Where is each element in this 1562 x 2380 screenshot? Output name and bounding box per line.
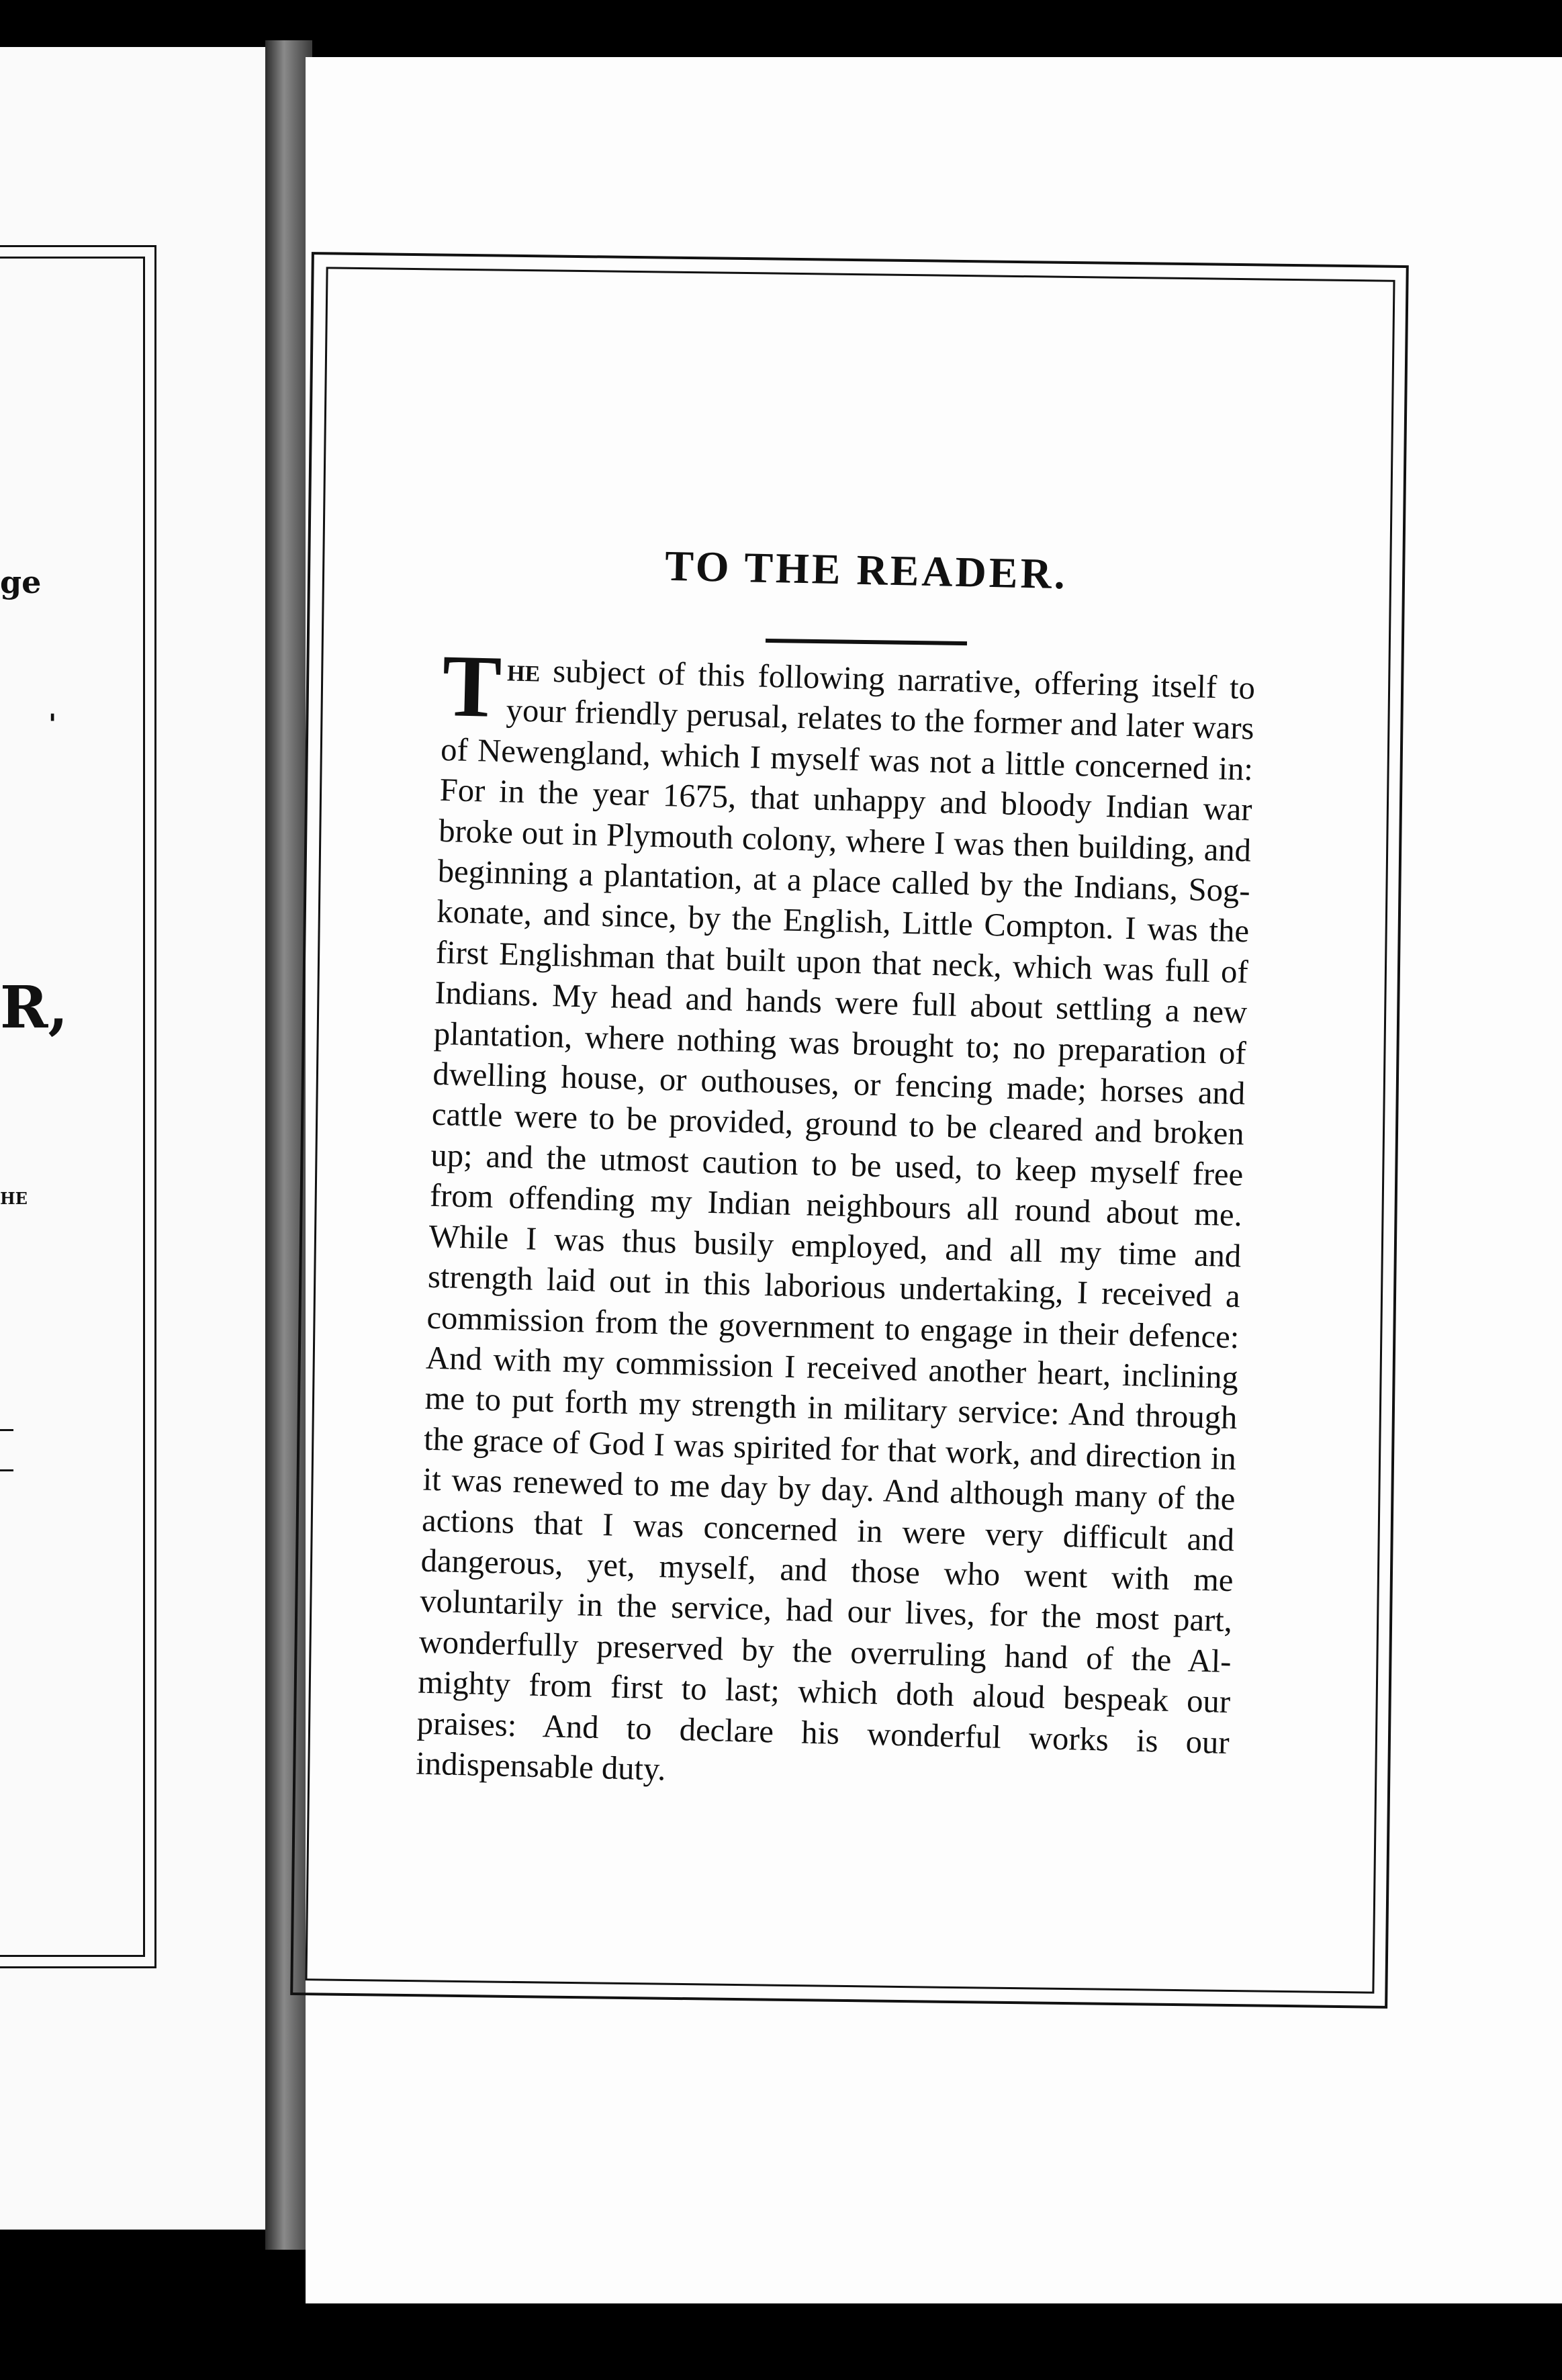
previous-page-fragment: HE <box>0 1189 28 1208</box>
preface-text <box>414 636 1256 1849</box>
page-title: TO THE READER. <box>664 541 1068 598</box>
paragraph-body: subject of this following narrative, offering itself to your friendly perusal, relates to the former and later wars of Newengland, which I myself was not a little concerned in: For in the year 1675, that unhappy and bloody Indian war broke out in Plymouth colony, where I was then building, and beginning a plantation, at a place called by the Indians, Sogkonate, and since, by the English, Little Compton. I was the first Englishman that built upon that neck, which was full of Indians. My head and hands were full about settling a new plantation, where nothing was brought to; no preparation of dwelling house, or outhouses, or fencing made; horses and cattle were to be provided, ground to be cleared and broken up; and the utmost caution to be used, to keep myself free from offending my Indian neighbours all round about me. While I was thus busily employed, and all my time and strength laid out in this laborious undertaking, I received a commission from the government to engage in their defence: And with my commission I received another heart, inclining me to put forth my strength in military service: And through the grace of God I was spirited for that work, and direction in it was renewed to me day by day. And although many of the actions that I was concerned in were very difficult and dangerous, yet, myself, and those who went with me voluntarily in the service, had our lives, for the most part, wonderfully preserved by the overruling hand of the Almighty from first to last; which doth aloud bespeak our praises: And to declare his wonderful works is our indispensable duty. <box>415 652 1256 1788</box>
previous-page <box>0 47 272 2230</box>
previous-page-fragment: ge <box>0 564 42 600</box>
previous-page-rule <box>0 1469 13 1471</box>
previous-page-inner-frame <box>0 257 145 1957</box>
previous-page-rule <box>0 1429 13 1431</box>
preface-paragraph <box>415 636 1256 1803</box>
previous-page-fragment: ' <box>48 708 57 740</box>
lead-in: he <box>506 651 541 689</box>
previous-page-fragment: R, <box>0 974 68 1042</box>
drop-cap: T <box>441 636 503 737</box>
